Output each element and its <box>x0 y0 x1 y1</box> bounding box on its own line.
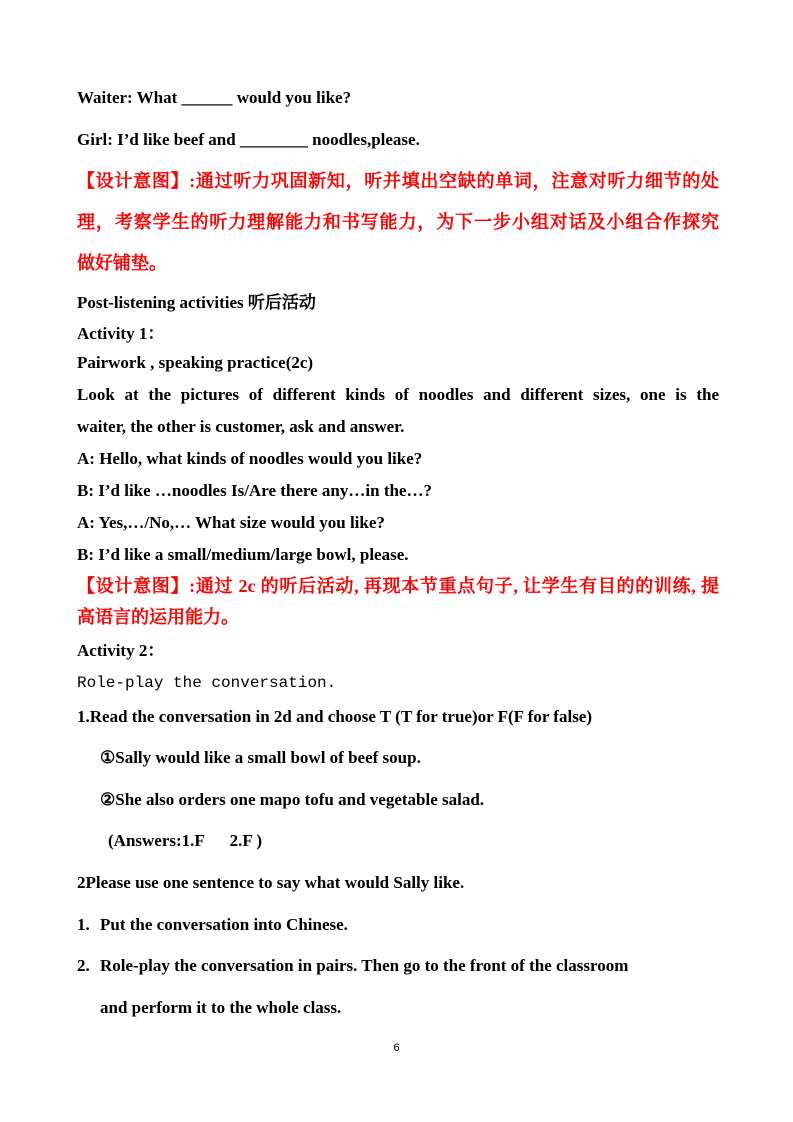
page-number: 6 <box>393 1042 400 1054</box>
list-item-continuation: and perform it to the whole class. <box>100 998 342 1017</box>
waiter-line: Waiter: What ______ would you like? <box>77 88 352 107</box>
instruction-line-1: Look at the pictures of different kinds of noodles and different sizes, one is the <box>77 385 719 404</box>
list-text: Put the conversation into Chinese. <box>100 915 348 934</box>
dialog-line: B: I’d like …noodles Is/Are there any…in the…? <box>77 481 432 500</box>
list-text: Role-play the conversation in pairs. Then go to the front of the classroom <box>100 956 629 975</box>
post-listening-heading: Post-listening activities 听后活动 <box>77 293 316 312</box>
list-item <box>77 915 348 935</box>
task-1: 1.Read the conversation in 2d and choose T (T for true)or F(F for false) <box>77 707 593 726</box>
statement-1: ①Sally would like a small bowl of beef soup. <box>100 748 421 767</box>
design-intent-1-line-2: 理，考察学生的听力理解能力和书写能力，为下一步小组对话及小组合作探究 <box>77 212 719 232</box>
activity-2-label: Activity 2： <box>77 641 165 660</box>
task-2: 2Please use one sentence to say what would Sally like. <box>77 873 465 892</box>
instruction-line-2: waiter, the other is customer, ask and answer. <box>77 417 405 436</box>
design-intent-2-line-1: 【设计意图】:通过 2c 的听后活动, 再现本节重点句子, 让学生有目的的训练, 提 <box>77 576 719 596</box>
dialog-line: B: I’d like a small/medium/large bowl, please. <box>77 545 409 564</box>
design-intent-1-line-3: 做好铺垫。 <box>77 253 167 273</box>
list-number: 2. <box>77 956 90 975</box>
pairwork-label: Pairwork , speaking practice(2c) <box>77 353 314 372</box>
girl-line: Girl: I’d like beef and ________ noodles,please. <box>77 130 420 149</box>
list-item <box>77 956 628 976</box>
dialog-line: A: Yes,…/No,… What size would you like? <box>77 513 385 532</box>
design-intent-1-line-1: 【设计意图】:通过听力巩固新知，听并填出空缺的单词，注意对听力细节的处 <box>77 171 719 191</box>
list-number: 1. <box>77 915 90 934</box>
design-intent-2-line-2: 高语言的运用能力。 <box>77 607 239 627</box>
answers: (Answers:1.F 2.F ) <box>108 831 263 850</box>
roleplay-heading: Role-play the conversation. <box>77 674 337 692</box>
statement-2: ②She also orders one mapo tofu and vegetable salad. <box>100 790 485 809</box>
dialog-line: A: Hello, what kinds of noodles would you like? <box>77 449 423 468</box>
activity-1-label: Activity 1： <box>77 324 165 343</box>
